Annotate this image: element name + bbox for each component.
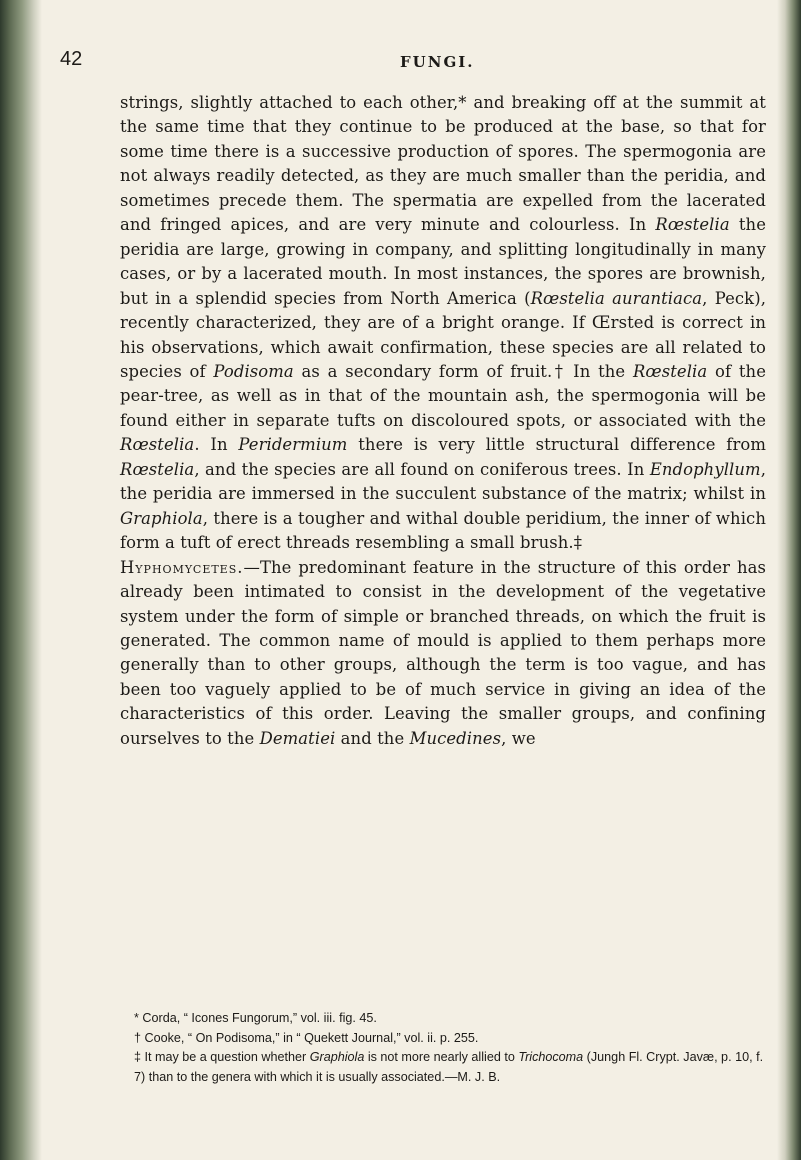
italic-run: Endophyllum xyxy=(649,459,761,479)
footnote xyxy=(120,1048,766,1087)
footnote xyxy=(120,1029,766,1049)
italic-run: Podisoma xyxy=(213,361,294,381)
text-run: the peridia are large, growing in company, and splitting longitudinally in many cases, or by a lacerated mouth. In most instances, the spores are brownish, but in a splendid species from North America ( xyxy=(120,215,766,308)
text-run: , Peck), recently characterized, they are of a bright orange. If Œrsted is correct in his observations, which await confirmation, these species are all related to species of xyxy=(120,288,766,381)
text-run: there is very little structural difference from xyxy=(347,435,766,455)
italic-run: Rœstelia xyxy=(632,361,708,381)
page-edge-shadow xyxy=(777,0,801,1160)
text-run: † Cooke, “ On Podisoma,” in “ Quekett Journal,” vol. ii. p. 255. xyxy=(134,1030,479,1045)
text-run: , and the species are all found on coniferous trees. In xyxy=(194,459,650,479)
text-run: , there is a tougher and withal double peridium, the inner of which form a tuft of erect threads resembling a small brush.‡ xyxy=(120,508,766,553)
text-run: (Jungh Fl. Crypt. Javæ, p. 10, f. 7) than to the genera with which it is usually associated.—M. J. B. xyxy=(134,1050,764,1084)
text-run: and the xyxy=(335,728,410,748)
text-run: —The predominant feature in the structure of this order has already been intimated to consist in the development of the vegetative system under the form of simple or branched threads, on which the fruit is generated. The common name of mould is applied to them perhaps more generally than to other groups, although the term is too vague, and has been too vaguely applied to be of much service in giving an idea of the characteristics of this order. Leaving the smaller groups, and confining ourselves to the xyxy=(120,557,766,748)
italic-run: Rœstelia xyxy=(655,215,730,235)
paragraph xyxy=(120,91,766,556)
italic-run: Rœstelia xyxy=(120,459,195,479)
text-run: is not more nearly allied to xyxy=(364,1050,519,1064)
italic-run: Rœstelia xyxy=(120,435,195,455)
paragraph xyxy=(120,556,766,752)
text-run: ‡ It may be a question whether xyxy=(134,1050,310,1064)
italic-run: Graphiola xyxy=(120,508,203,528)
book-gutter-shadow xyxy=(0,0,42,1160)
text-run: strings, slightly attached to each other,* and breaking off at the summit at the same time that they continue to be produced at the base, so that for some time there is a successive production of spores. The spermogonia are not always readily detected, as they are much smaller than the peridia, and sometimes precede them. The spermatia are expelled from the lacerated and fringed apices, and are very minute and colourless. In xyxy=(120,93,766,235)
italic-run: Mucedines xyxy=(409,728,502,748)
text-run: , the peridia are immersed in the succulent substance of the matrix; whilst in xyxy=(120,459,766,504)
italic-run: Dematiei xyxy=(259,728,336,748)
footnotes xyxy=(120,1009,766,1087)
italic-run: Peridermium xyxy=(238,435,348,455)
text-run: , we xyxy=(501,728,536,748)
italic-run: Graphiola xyxy=(309,1050,365,1064)
page-header xyxy=(0,48,801,78)
body-text xyxy=(120,91,766,751)
section-heading: Hyphomycetes. xyxy=(120,557,244,577)
running-head: FUNGI. xyxy=(400,53,475,71)
italic-run: Trichocoma xyxy=(518,1050,584,1064)
text-run: * Corda, “ Icones Fungorum,” vol. iii. fig. 45. xyxy=(134,1011,377,1025)
page-number: 42 xyxy=(60,48,83,70)
text-run: of the pear-tree, as well as in that of the mountain ash, the spermogonia will be found either in separate tufts on discoloured spots, or associated with the xyxy=(120,361,767,430)
text-run: as a secondary form of fruit.† In the xyxy=(293,361,633,381)
text-run: . In xyxy=(194,435,239,455)
footnote xyxy=(120,1009,766,1029)
italic-run: Rœstelia aurantiaca xyxy=(530,288,703,308)
